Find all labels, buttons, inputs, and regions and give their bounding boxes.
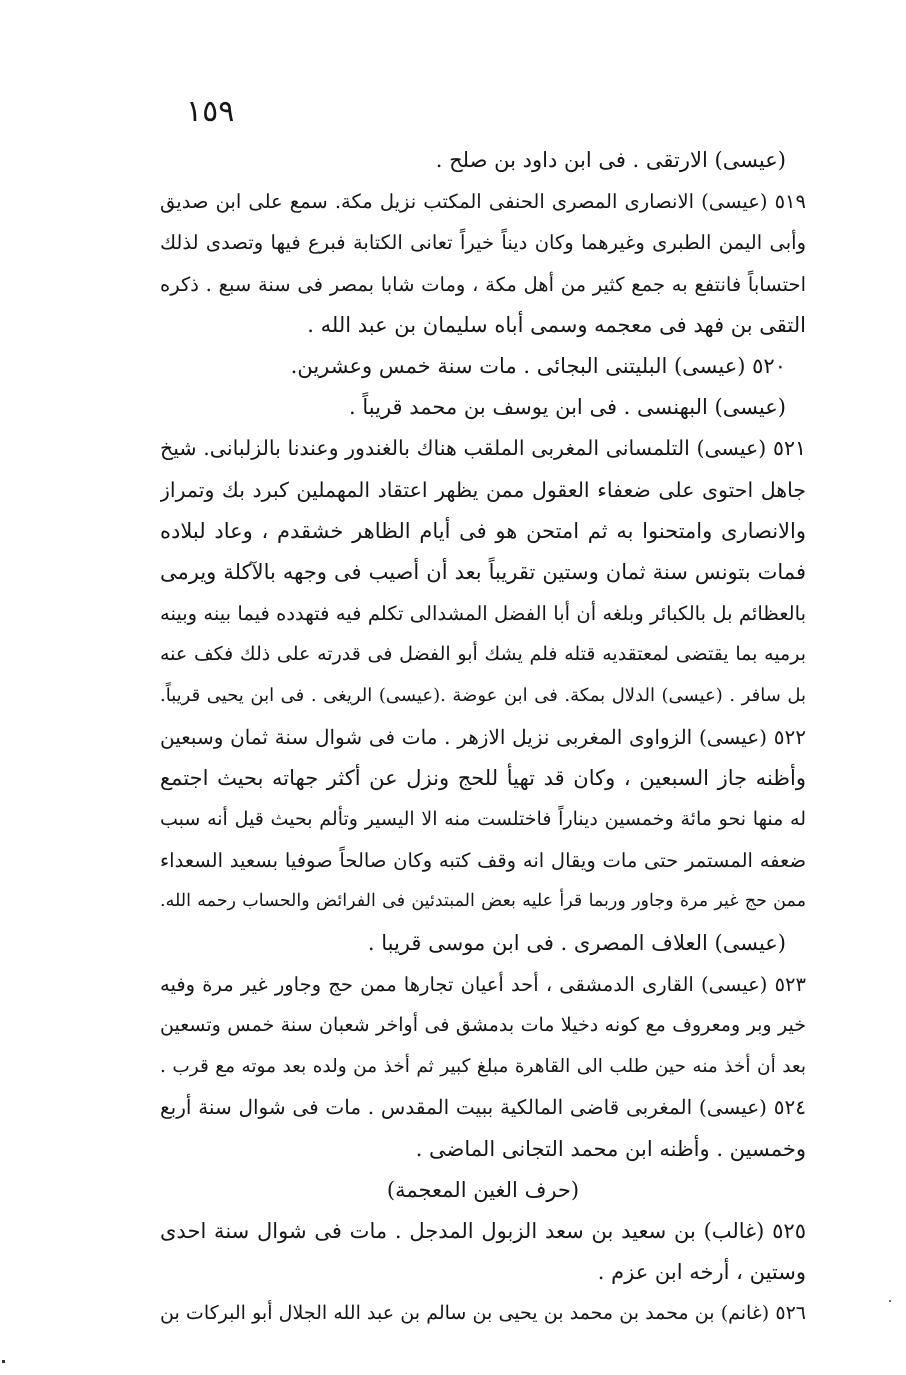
scan-edge-mark	[2, 1360, 5, 1363]
text-line: التقى بن فهد فى معجمه وسمى أباه سليمان بن عبد الله .	[307, 312, 806, 337]
text-line: وخمسين . وأظنه ابن محمد التجانى الماضى .	[415, 1136, 806, 1161]
text-line: وأبى اليمن الطبرى وغيرهما وكان ديناً خيراً تعانى الكتابة فبرع فيها وتصدى لذلك	[160, 231, 806, 255]
text-line: وأظنه جاز السبعين ، وكان قد تهيأ للحج ونزل عن أكثر جهاته بحيث اجتمع	[160, 765, 806, 790]
text-line: (عيسى) العلاف المصرى . فى ابن موسى قريبا .	[367, 930, 786, 955]
page-number: ١٥٩	[186, 94, 235, 129]
text-line: جاهل احتوى على ضعفاء العقول ممن يظهر اعتقاد المهملين كبرد بك وتمراز	[160, 477, 806, 502]
text-line: له منها نحو مائة وخمسين ديناراً فاختلست منه الا اليسير وتألم بحيث قيل أنه سبب	[160, 808, 806, 830]
text-line: (عيسى) الارتقى . فى ابن داود بن صلح .	[435, 148, 786, 172]
text-line: ممن حج غير مرة وجاور وربما قرأ عليه بعض المبتدئين فى الفرائض والحساب رحمه الله.	[160, 891, 806, 912]
text-line: ٥٢٤ (عيسى) المغربى قاضى المالكية ببيت المقدس . مات فى شوال سنة أربع	[160, 1095, 806, 1120]
text-line: ٥٢٠ (عيسى) البليتنى البجائى . مات سنة خمس وعشرين.	[290, 353, 786, 378]
section-heading: (حرف الغين المعجمة)	[386, 1177, 580, 1202]
text-line: بل سافر . (عيسى) الدلال بمكة. فى ابن عوضة .(عيسى) الريغى . فى ابن يحيى قريباً.	[160, 685, 806, 707]
text-line: ٥٢٥ (غالب) بن سعيد بن سعد الزبول المدجل . مات فى شوال سنة احدى	[160, 1218, 806, 1243]
text-line: بعد أن أخذ منه حين طلب الى القاهرة مبلغ كبير ثم أخذ من ولده بعد موته مع قرب .	[160, 1056, 806, 1078]
text-line: ٥٢١ (عيسى) التلمسانى المغربى الملقب هناك بالغندور وعندنا بالزلبانى. شيخ	[160, 436, 806, 461]
text-line: ٥٢٦ (غانم) بن محمد بن محمد بن يحيى بن سالم بن عبد الله الجلال أبو البركات بن	[160, 1302, 806, 1325]
text-line: ٥٢٢ (عيسى) الزواوى المغربى نزيل الازهر . مات فى شوال سنة ثمان وسبعين	[160, 724, 806, 749]
text-line: والانصارى وامتحنوا به ثم امتحن هو فى أيام الظاهر خشقدم ، وعاد لبلاده	[160, 518, 806, 543]
text-line: وستين ، أرخه ابن عزم .	[597, 1260, 806, 1285]
text-line: فمات بتونس سنة ثمان وستين تقريباً بعد أن أصيب فى وجهه بالآكلة ويرمى	[160, 559, 806, 584]
scan-speck	[889, 1300, 891, 1302]
text-line: خير وبر ومعروف مع كونه دخيلا مات بدمشق فى أواخر شعبان سنة خمس وتسعين	[160, 1013, 806, 1036]
text-line: (عيسى) البهنسى . فى ابن يوسف بن محمد قريباً .	[349, 395, 786, 420]
text-line: ضعفه المستمر حتى مات ويقال انه وقف كتبه وكان صالحاً صوفيا بسعيد السعداء	[160, 849, 806, 873]
text-line: برميه بما يقتضى لمعتقديه قتله فلم يشك أبو الفضل فى قدرته على ذلك فكف عنه	[160, 643, 806, 666]
page-body	[160, 140, 806, 1334]
text-line: بالعظائم بل بالكبائر وبلغه أن أبا الفضل المشدالى تكلم فيه فتهدده فيما بينه وبينه	[160, 602, 806, 626]
text-line: احتساباً فانتفع به جمع كثير من أهل مكة ، ومات شابا بمصر فى سنة سبع . ذكره	[160, 272, 806, 296]
text-line: ٥١٩ (عيسى) الانصارى المصرى الحنفى المكتب نزيل مكة. سمع على ابن صديق	[160, 190, 806, 214]
text-line: ٥٢٣ (عيسى) القارى الدمشقى ، أحد أعيان تجارها ممن حج وجاور غير مرة وفيه	[160, 972, 806, 996]
